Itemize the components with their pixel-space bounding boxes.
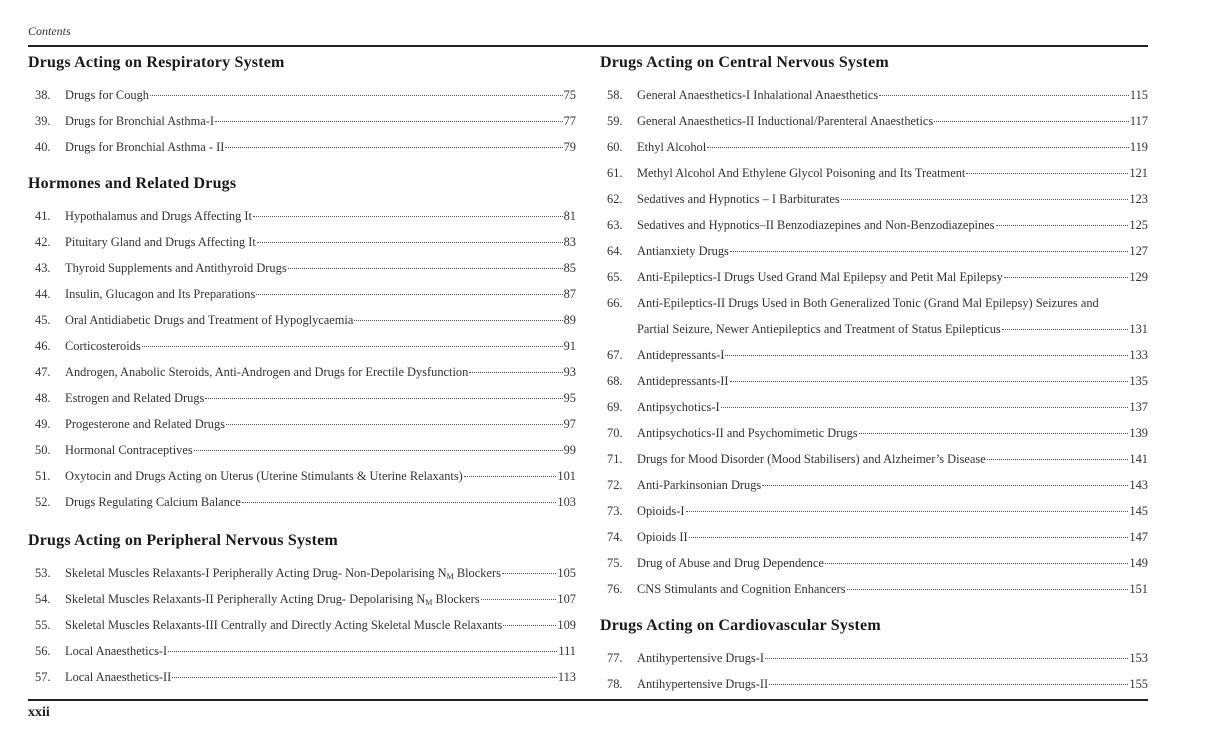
- toc-entry[interactable]: [28, 307, 576, 333]
- page-number: 83: [563, 235, 576, 249]
- toc-entry[interactable]: [28, 463, 576, 489]
- toc-entry[interactable]: [600, 264, 1148, 290]
- toc-section: [28, 529, 576, 690]
- entry-number: 60.: [607, 140, 623, 154]
- entry-title: Drug of Abuse and Drug Dependence: [637, 556, 824, 570]
- page-number: 111: [558, 644, 576, 658]
- toc-entry[interactable]: [600, 342, 1148, 368]
- page-number: 75: [563, 88, 576, 102]
- dot-leader: [730, 250, 1129, 252]
- entry-title: Sedatives and Hypnotics – I Barbiturates: [637, 192, 840, 206]
- toc-entry[interactable]: [28, 203, 576, 229]
- dot-leader: [172, 676, 557, 678]
- dot-leader: [1002, 328, 1129, 330]
- section-heading: Drugs Acting on Respiratory System: [28, 54, 285, 71]
- dot-leader: [825, 562, 1129, 564]
- toc-entry[interactable]: [28, 489, 576, 515]
- running-head: Contents: [28, 24, 71, 38]
- dot-leader: [879, 94, 1129, 96]
- top-rule: [28, 45, 1148, 47]
- toc-entry[interactable]: [600, 576, 1148, 602]
- entry-title: Estrogen and Related Drugs: [65, 391, 205, 405]
- dot-leader: [469, 371, 562, 373]
- toc-entry[interactable]: [600, 472, 1148, 498]
- toc-entry[interactable]: [28, 229, 576, 255]
- entry-number: 75.: [607, 556, 623, 570]
- dot-leader: [762, 484, 1128, 486]
- dot-leader: [464, 475, 557, 477]
- entry-number: 42.: [35, 235, 51, 249]
- toc-entry[interactable]: [28, 612, 576, 638]
- entry-title: Androgen, Anabolic Steroids, Anti-Androgen and Drugs for Erectile Dysfunction: [65, 365, 469, 379]
- entry-title: Opioids II: [637, 530, 688, 544]
- entry-number: 76.: [607, 582, 623, 596]
- entry-title: Antianxiety Drugs: [637, 244, 729, 258]
- dot-leader: [996, 224, 1129, 226]
- page-number: 97: [563, 417, 576, 431]
- entry-title: Drugs for Bronchial Asthma - II: [65, 140, 225, 154]
- entry-number: 78.: [607, 677, 623, 691]
- entry-number: 44.: [35, 287, 51, 301]
- entry-title: Local Anaesthetics-II: [65, 670, 172, 684]
- toc-entry[interactable]: [600, 212, 1148, 238]
- entry-number: 61.: [607, 166, 623, 180]
- entry-number: 39.: [35, 114, 51, 128]
- dot-leader: [841, 198, 1129, 200]
- toc-left-column: [28, 50, 576, 690]
- toc-section: [600, 51, 1148, 602]
- toc-entry[interactable]: [28, 437, 576, 463]
- entry-number: 56.: [35, 644, 51, 658]
- dot-leader: [481, 598, 557, 600]
- page-number: 133: [1129, 348, 1148, 362]
- dot-leader: [966, 172, 1128, 174]
- entry-title: Sedatives and Hypnotics–II Benzodiazepines and Non-Benzodiazepines: [637, 218, 995, 232]
- entry-title-text: Blockers: [453, 566, 501, 580]
- page-number: 87: [563, 287, 576, 301]
- toc-entry[interactable]: [28, 333, 576, 359]
- page-number: 101: [557, 469, 576, 483]
- entry-number: 73.: [607, 504, 623, 518]
- entry-title: Antipsychotics-II and Psychomimetic Drugs: [637, 426, 858, 440]
- entry-number: 70.: [607, 426, 623, 440]
- toc-entry[interactable]: [600, 550, 1148, 576]
- entry-number: 72.: [607, 478, 623, 492]
- toc-entry[interactable]: [600, 134, 1148, 160]
- toc-entry[interactable]: [600, 420, 1148, 446]
- page-number: 147: [1129, 530, 1148, 544]
- entry-number: 52.: [35, 495, 51, 509]
- toc-right-column: [600, 50, 1148, 697]
- page-number: 107: [557, 592, 576, 606]
- dot-leader: [256, 293, 562, 295]
- entry-title: Oral Antidiabetic Drugs and Treatment of Hypoglycaemia: [65, 313, 354, 327]
- page-number: 125: [1129, 218, 1148, 232]
- page-folio: xxii: [28, 705, 50, 720]
- entry-number: 66.: [607, 296, 623, 310]
- toc-entry[interactable]: [28, 134, 576, 160]
- entry-number: 38.: [35, 88, 51, 102]
- toc-entry[interactable]: [600, 524, 1148, 550]
- dot-leader: [253, 215, 563, 217]
- entry-title: Oxytocin and Drugs Acting on Uterus (Uterine Stimulants & Uterine Relaxants): [65, 469, 463, 483]
- entry-title: Antidepressants-I: [637, 348, 725, 362]
- toc-section: [28, 172, 576, 515]
- entry-number: 51.: [35, 469, 51, 483]
- toc-entry[interactable]: [600, 238, 1148, 264]
- entry-number: 68.: [607, 374, 623, 388]
- dot-leader: [847, 588, 1129, 590]
- section-heading: Drugs Acting on Cardiovascular System: [600, 617, 881, 634]
- dot-leader: [730, 380, 1129, 382]
- dot-leader: [503, 624, 556, 626]
- toc-entry[interactable]: [600, 186, 1148, 212]
- dot-leader: [987, 458, 1129, 460]
- subscript: M: [446, 572, 454, 581]
- section-heading: Hormones and Related Drugs: [28, 175, 237, 192]
- entry-title: Insulin, Glucagon and Its Preparations: [65, 287, 256, 301]
- entry-number: 41.: [35, 209, 51, 223]
- entry-number: 69.: [607, 400, 623, 414]
- toc-entry[interactable]: [600, 290, 1148, 342]
- entry-number: 62.: [607, 192, 623, 206]
- entry-number: 67.: [607, 348, 623, 362]
- entry-title-text: Skeletal Muscles Relaxants-II Peripherally Acting Drug- Depolarising N: [65, 592, 426, 606]
- toc-entry[interactable]: [28, 359, 576, 385]
- entry-title: Skeletal Muscles Relaxants-III Centrally and Directly Acting Skeletal Muscle Relaxants: [65, 618, 503, 632]
- page-number: 93: [563, 365, 576, 379]
- page-number: 137: [1129, 400, 1148, 414]
- entry-title: Anti-Parkinsonian Drugs: [637, 478, 762, 492]
- dot-leader: [502, 572, 557, 574]
- page-number: 103: [557, 495, 576, 509]
- toc-entry[interactable]: [28, 586, 576, 612]
- toc-entry[interactable]: [28, 108, 576, 134]
- dot-leader: [150, 94, 563, 96]
- page-number: 131: [1129, 322, 1148, 336]
- toc-section: [28, 51, 576, 160]
- entry-number: 46.: [35, 339, 51, 353]
- entry-number: 47.: [35, 365, 51, 379]
- entry-title: Thyroid Supplements and Antithyroid Drugs: [65, 261, 287, 275]
- entry-number: 64.: [607, 244, 623, 258]
- dot-leader: [765, 657, 1128, 659]
- entry-title: Local Anaesthetics-I: [65, 644, 168, 658]
- bottom-rule: [28, 699, 1148, 701]
- dot-leader: [1004, 276, 1129, 278]
- entry-title: Drugs Regulating Calcium Balance: [65, 495, 241, 509]
- toc-entry[interactable]: [600, 498, 1148, 524]
- toc-entry[interactable]: [600, 394, 1148, 420]
- dot-leader: [686, 510, 1129, 512]
- entry-title: Ethyl Alcohol: [637, 140, 707, 154]
- dot-leader: [168, 650, 557, 652]
- entry-title: Antipsychotics-I: [637, 400, 720, 414]
- entry-number: 71.: [607, 452, 623, 466]
- toc-entry[interactable]: [600, 671, 1148, 697]
- dot-leader: [205, 397, 562, 399]
- page-number: 105: [557, 566, 576, 580]
- dot-leader: [721, 406, 1129, 408]
- entry-number: 48.: [35, 391, 51, 405]
- dot-leader: [226, 423, 563, 425]
- page-number: 155: [1129, 677, 1148, 691]
- entry-number: 43.: [35, 261, 51, 275]
- page-number: 79: [563, 140, 576, 154]
- entry-title: General Anaesthetics-I Inhalational Anaesthetics: [637, 88, 879, 102]
- entry-title: Anti-Epileptics-I Drugs Used Grand Mal Epilepsy and Petit Mal Epilepsy: [637, 270, 1003, 284]
- page-number: 115: [1129, 88, 1148, 102]
- entry-title: Drugs for Mood Disorder (Mood Stabilisers) and Alzheimer’s Disease: [637, 452, 986, 466]
- dot-leader: [707, 146, 1129, 148]
- page-number: 149: [1129, 556, 1148, 570]
- toc-entry[interactable]: [600, 645, 1148, 671]
- entry-title: Corticosteroids: [65, 339, 141, 353]
- entry-number: 57.: [35, 670, 51, 684]
- page-number: 121: [1129, 166, 1148, 180]
- toc-entry[interactable]: [28, 560, 576, 586]
- toc-entry[interactable]: [28, 638, 576, 664]
- entry-title: Hormonal Contraceptives: [65, 443, 193, 457]
- page-number: 113: [557, 670, 576, 684]
- toc-entry[interactable]: [28, 281, 576, 307]
- dot-leader: [215, 120, 563, 122]
- entry-number: 49.: [35, 417, 51, 431]
- dot-leader: [225, 146, 562, 148]
- toc-entry[interactable]: [600, 160, 1148, 186]
- entry-number: 45.: [35, 313, 51, 327]
- dot-leader: [354, 319, 562, 321]
- toc-entry[interactable]: [28, 255, 576, 281]
- dot-leader: [859, 432, 1129, 434]
- page-number: 117: [1129, 114, 1148, 128]
- toc-entry[interactable]: [600, 82, 1148, 108]
- entry-number: 50.: [35, 443, 51, 457]
- page-number: 95: [563, 391, 576, 405]
- entry-number: 63.: [607, 218, 623, 232]
- toc-section: [600, 614, 1148, 697]
- page-number: 151: [1129, 582, 1148, 596]
- page-number: 89: [563, 313, 576, 327]
- page-number: 135: [1129, 374, 1148, 388]
- entry-number: 53.: [35, 566, 51, 580]
- entry-title: Methyl Alcohol And Ethylene Glycol Poisoning and Its Treatment: [637, 166, 966, 180]
- dot-leader: [934, 120, 1129, 122]
- entry-title: Drugs for Bronchial Asthma-I: [65, 114, 215, 128]
- page-number: 77: [563, 114, 576, 128]
- entry-number: 58.: [607, 88, 623, 102]
- section-heading: Drugs Acting on Central Nervous System: [600, 54, 889, 71]
- page-number: 123: [1129, 192, 1148, 206]
- dot-leader: [194, 449, 563, 451]
- entry-number: 55.: [35, 618, 51, 632]
- entry-number: 59.: [607, 114, 623, 128]
- entry-title: Progesterone and Related Drugs: [65, 417, 226, 431]
- page-number: 141: [1129, 452, 1148, 466]
- entry-title-text: Skeletal Muscles Relaxants-I Peripherally Acting Drug- Non-Depolarising N: [65, 566, 447, 580]
- entry-number: 65.: [607, 270, 623, 284]
- dot-leader: [257, 241, 563, 243]
- toc-entry[interactable]: [28, 385, 576, 411]
- page-number: 109: [557, 618, 576, 632]
- page-number: 127: [1129, 244, 1148, 258]
- page-number: 129: [1129, 270, 1148, 284]
- toc-entry[interactable]: [600, 368, 1148, 394]
- entry-title: Antihypertensive Drugs-II: [637, 677, 769, 691]
- entry-number: 77.: [607, 651, 623, 665]
- toc-entry[interactable]: [28, 411, 576, 437]
- page-number: 145: [1129, 504, 1148, 518]
- entry-title: Antihypertensive Drugs-I: [637, 651, 764, 665]
- toc-entry[interactable]: [600, 446, 1148, 472]
- section-heading: Drugs Acting on Peripheral Nervous System: [28, 532, 338, 549]
- toc-entry[interactable]: [28, 82, 576, 108]
- dot-leader: [725, 354, 1128, 356]
- entry-title: Hypothalamus and Drugs Affecting It: [65, 209, 252, 223]
- entry-title: Pituitary Gland and Drugs Affecting It: [65, 235, 256, 249]
- entry-number: 54.: [35, 592, 51, 606]
- subscript: M: [425, 598, 433, 607]
- entry-number: 40.: [35, 140, 51, 154]
- page-number: 119: [1129, 140, 1148, 154]
- toc-entry[interactable]: [600, 108, 1148, 134]
- entry-title-text: Blockers: [432, 592, 480, 606]
- page-number: 153: [1129, 651, 1148, 665]
- dot-leader: [769, 683, 1128, 685]
- entry-title: General Anaesthetics-II Inductional/Parenteral Anaesthetics: [637, 114, 934, 128]
- entry-title-line2: Partial Seizure, Newer Antiepileptics and Treatment of Status Epilepticus: [637, 322, 1001, 336]
- entry-number: 74.: [607, 530, 623, 544]
- dot-leader: [142, 345, 563, 347]
- dot-leader: [288, 267, 563, 269]
- page-number: 143: [1129, 478, 1148, 492]
- entry-title: Antidepressants-II: [637, 374, 729, 388]
- entry-title: CNS Stimulants and Cognition Enhancers: [637, 582, 846, 596]
- page-number: 81: [563, 209, 576, 223]
- dot-leader: [689, 536, 1129, 538]
- page-number: 85: [563, 261, 576, 275]
- toc-entry[interactable]: [28, 664, 576, 690]
- page-number: 99: [563, 443, 576, 457]
- entry-title: Opioids-I: [637, 504, 685, 518]
- page-number: 91: [563, 339, 576, 353]
- dot-leader: [242, 501, 557, 503]
- entry-title-line1: Anti-Epileptics-II Drugs Used in Both Generalized Tonic (Grand Mal Epilepsy) Seizures and: [637, 296, 1099, 310]
- entry-title: Drugs for Cough: [65, 88, 149, 102]
- page-number: 139: [1129, 426, 1148, 440]
